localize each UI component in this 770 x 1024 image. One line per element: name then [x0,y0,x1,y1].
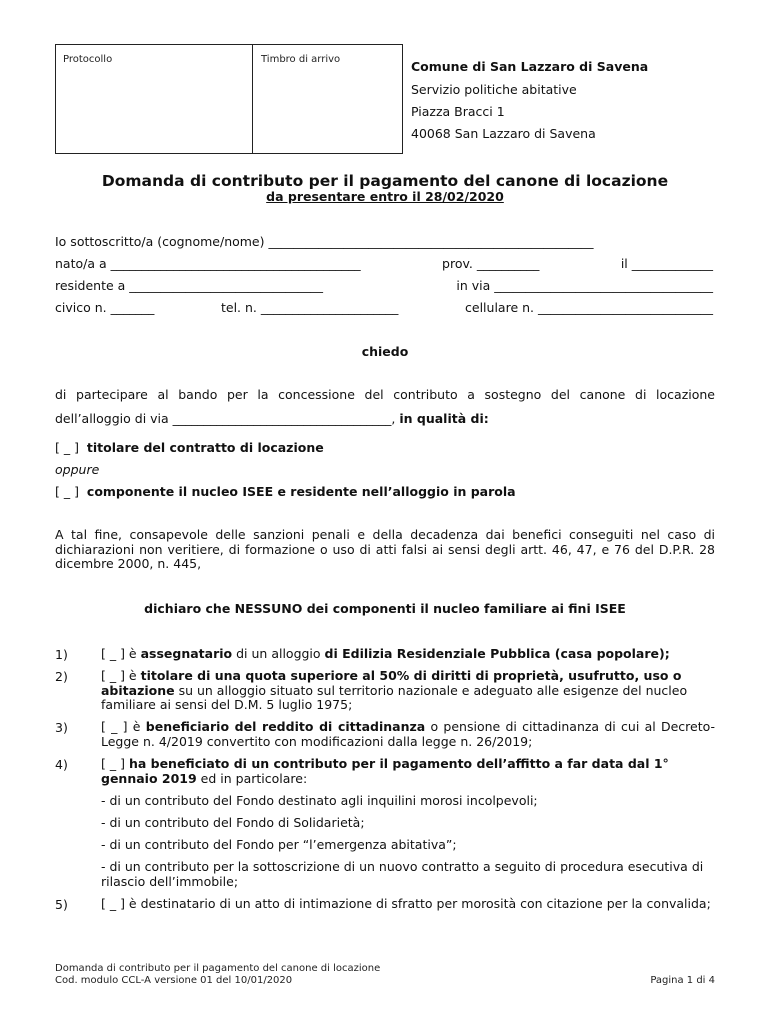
recipient-name: Comune di San Lazzaro di Savena [411,59,649,74]
dichiaro-heading: dichiaro che NESSUNO dei componenti il nucleo familiare ai fini ISEE [144,601,626,616]
request-line-1: di partecipare al bando per la concessione del contributo a sostegno del canone di locazione [55,387,715,402]
recipient-street: Piazza Bracci 1 [411,104,505,119]
option-componente-label: componente il nucleo ISEE e residente nell’alloggio in parola [86,484,516,499]
item-2-text: su un alloggio situato sul territorio nazionale e adeguato alle esigenze del nucleo familiare ai sensi del D.M. 5 luglio 1975; [101,682,688,712]
item-3-text: o pensione di cittadinanza di cui al Decreto-Legge n. 4/2019 convertito con modificazioni dalla legge n. 26/2019; [101,719,716,749]
checkbox-titolare[interactable]: [ _ ] [55,440,79,455]
option-titolare-label: titolare del contratto di locazione [86,440,324,455]
field-birth-row [55,256,713,271]
field-rental-street[interactable]: dell’alloggio di via ___________________________________, [55,411,396,426]
recipient-city: 40068 San Lazzaro di Savena [411,126,596,141]
item-1-bold-2: di Edilizia Residenziale Pubblica (casa popolare); [324,646,670,661]
footer-code: Cod. modulo CCL-A versione 01 del 10/01/2020 [55,975,293,986]
field-residence[interactable]: residente a _______________________________ [55,278,324,293]
checkbox-item-1[interactable]: [ _ ] è [101,646,137,661]
protocollo-label: Protocollo [63,54,113,65]
timbro-label: Timbro di arrivo [261,54,341,65]
item-5-text[interactable]: [ _ ] è destinatario di un atto di intimazione di sfratto per morosità con citazione per la convalida; [101,896,711,911]
item-5 [101,897,715,912]
stamp-box [55,44,403,154]
in-qualita-label: in qualità di: [399,411,489,426]
stamp-divider [252,45,253,153]
item-5-number: 5) [55,897,68,912]
item-2-bold: titolare di una quota superiore al 50% di diritti di proprietà, usufrutto, uso o abitazione [101,668,682,698]
document-title: Domanda di contributo per il pagamento del canone di locazione [101,172,669,190]
option-componente [55,484,516,499]
item-3-number: 3) [55,720,68,735]
checkbox-item-4[interactable]: [ _ ] [101,756,125,771]
declaration-paragraph: A tal fine, consapevole delle sanzioni penali e della decadenza dai benefici conseguiti nel caso di dichiarazioni non veritiere, di formazione o uso di atti falsi ai sensi degli artt. 46, 47, e 76 del D.P.R. 28 dicembre 2000, n. 445, [55,527,715,571]
field-birthdate[interactable]: il _____________ [620,256,713,271]
subitem-emergenza: - di un contributo del Fondo per “l’emergenza abitativa”; [101,837,457,852]
field-residence-row [55,278,713,293]
recipient-office: Servizio politiche abitative [411,82,577,97]
item-1-text: di un alloggio [232,646,325,661]
subitem-nuovo-contratto: - di un contributo per la sottoscrizione di un nuovo contratto a seguito di procedura esecutiva di rilascio dell’immobile; [101,859,704,889]
item-2 [101,669,715,713]
field-contact-row [55,300,713,315]
item-3-bold: beneficiario del reddito di cittadinanza [145,719,426,734]
item-1 [101,647,715,662]
field-phone[interactable]: tel. n. ______________________ [220,300,399,315]
subitem-morosi: - di un contributo del Fondo destinato agli inquilini morosi incolpevoli; [101,793,538,808]
footer-page-number: Pagina 1 di 4 [650,975,715,986]
item-4-text: ed in particolare: [196,770,308,786]
checkbox-item-2[interactable]: [ _ ] è [101,668,137,683]
field-province[interactable]: prov. __________ [442,256,540,271]
item-4-number: 4) [55,757,68,772]
option-titolare [55,440,324,455]
field-name-row [55,234,713,249]
field-civic-number[interactable]: civico n. _______ [55,300,155,315]
footer-title: Domanda di contributo per il pagamento del canone di locazione [55,963,381,974]
checkbox-componente[interactable]: [ _ ] [55,484,79,499]
item-1-bold-1: assegnatario [140,646,233,661]
field-mobile[interactable]: cellulare n. ____________________________ [465,300,713,315]
chiedo-heading: chiedo [361,344,409,359]
document-deadline: da presentare entro il 28/02/2020 [266,189,504,204]
checkbox-item-3[interactable]: [ _ ] è [101,719,141,734]
field-birthplace[interactable]: nato/a a ________________________________________ [55,256,361,271]
oppure-label: oppure [55,462,100,477]
field-street[interactable]: in via ___________________________________ [456,278,713,293]
item-4 [101,757,715,786]
item-2-number: 2) [55,669,68,684]
request-line-2 [55,411,489,426]
field-name[interactable]: Io sottoscritto/a (cognome/nome) ____________________________________________________ [55,234,594,249]
subitem-solidarieta: - di un contributo del Fondo di Solidarietà; [101,815,365,830]
item-3 [101,720,715,749]
item-1-number: 1) [55,647,68,662]
item-4-bold: ha beneficiato di un contributo per il pagamento dell’affitto a far data dal 1° gennaio 2019 [101,756,669,786]
